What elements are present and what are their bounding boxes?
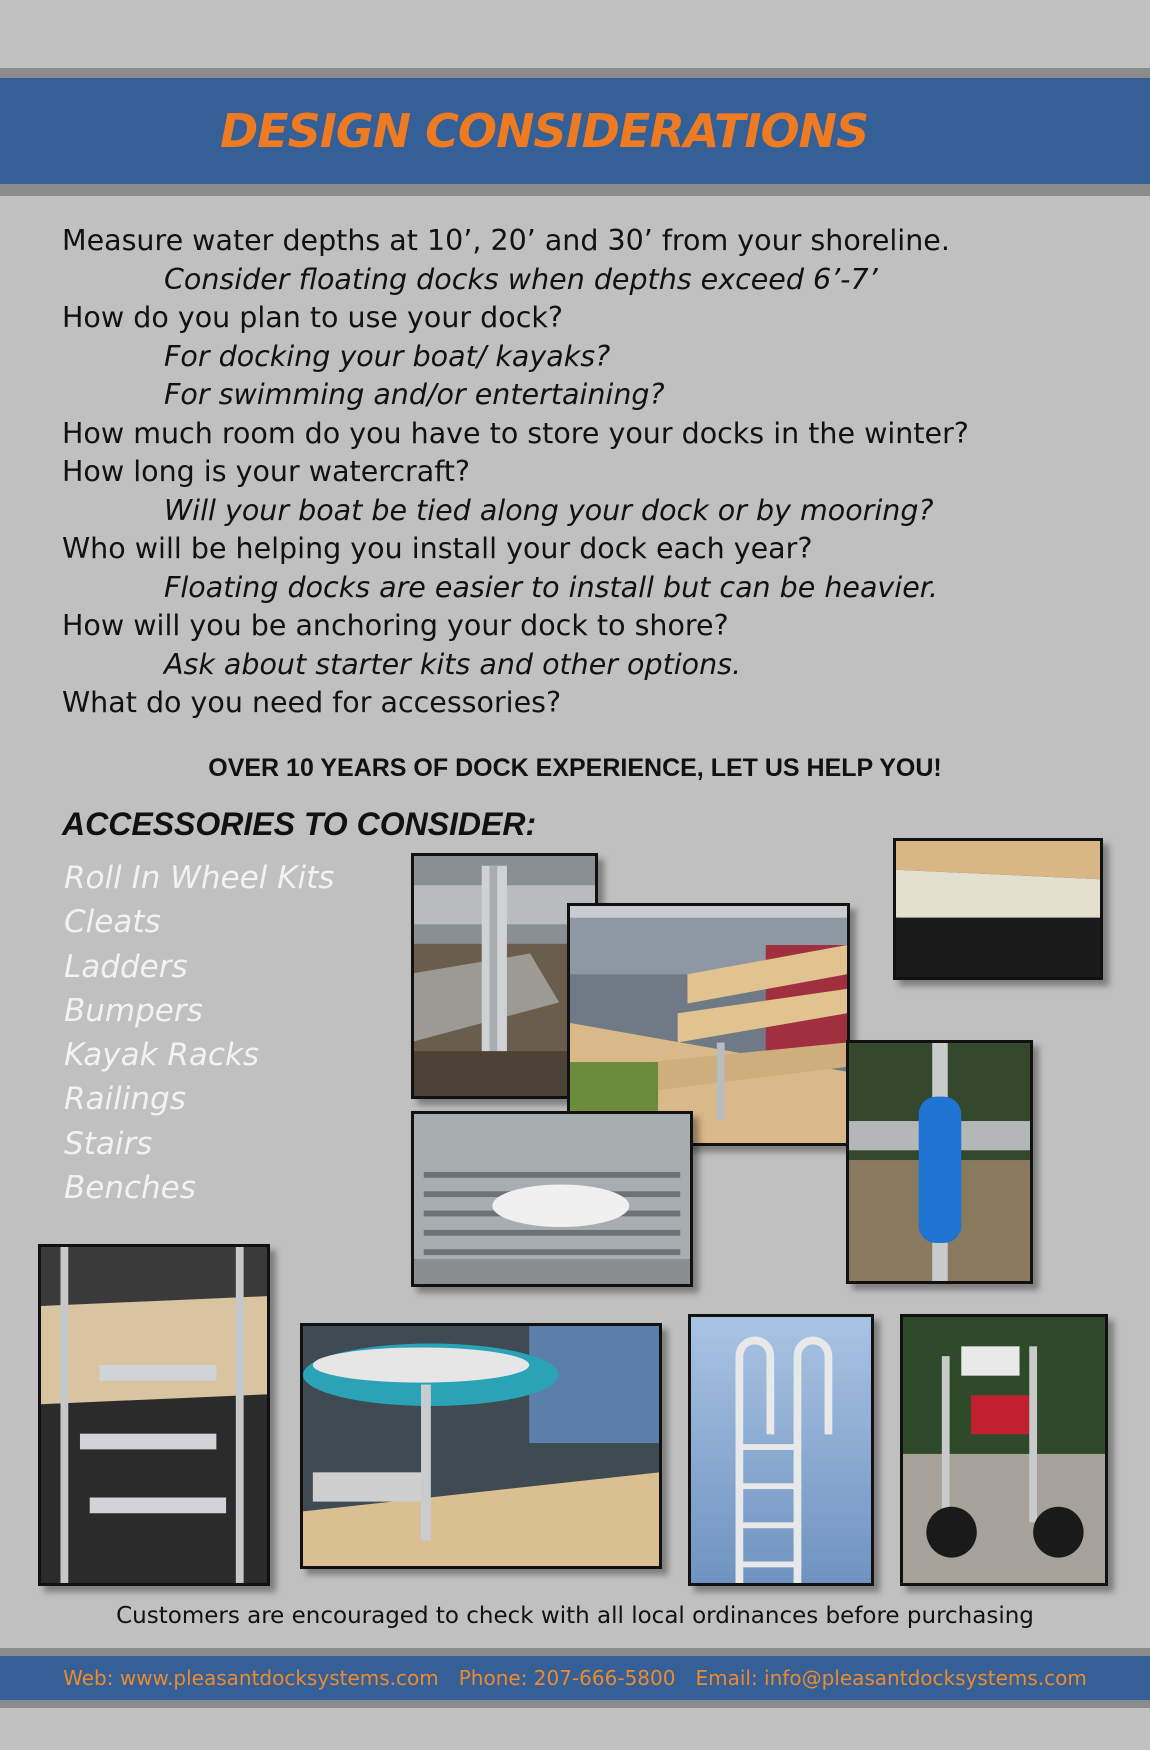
accessory-item: Roll In Wheel Kits <box>64 860 335 896</box>
footer-phone[interactable]: Phone: 207-666-5800 <box>458 1666 676 1690</box>
accessory-item: Railings <box>64 1081 186 1118</box>
question-note: Consider floating docks when depths exceed 6’-7’ <box>164 262 878 296</box>
footer-web[interactable]: Web: www.pleasantdocksystems.com <box>63 1666 439 1690</box>
accessory-item: Stairs <box>64 1125 153 1162</box>
question-line: Measure water depths at 10’, 20’ and 30’ from your shoreline. <box>62 224 950 257</box>
question-note: For docking your boat/ kayaks? <box>164 339 611 373</box>
photo-cleat <box>411 1111 693 1287</box>
question-note: Will your boat be tied along your dock or by mooring? <box>164 493 934 527</box>
disclaimer: Customers are encouraged to check with all local ordinances before purchasing <box>116 1603 1034 1629</box>
question-note: Floating docks are easier to install but can be heavier. <box>164 570 938 604</box>
footer-email[interactable]: Email: info@pleasantdocksystems.com <box>695 1666 1087 1690</box>
question-line: Who will be helping you install your dock each year? <box>62 532 813 565</box>
photo-stairs <box>38 1244 270 1586</box>
photo-bumper-edge <box>893 838 1103 980</box>
question-note: For swimming and/or entertaining? <box>164 378 665 411</box>
footer-band <box>0 1648 1150 1708</box>
header-bar <box>0 78 1150 184</box>
experience-tagline: OVER 10 YEARS OF DOCK EXPERIENCE, LET US HELP YOU! <box>208 754 942 782</box>
question-note: Ask about starter kits and other options. <box>164 647 742 681</box>
footer-bar <box>0 1656 1150 1700</box>
question-line: How much room do you have to store your docks in the winter? <box>62 416 969 450</box>
question-line: How long is your watercraft? <box>62 455 471 488</box>
page-title: DESIGN CONSIDERATIONS <box>220 104 869 158</box>
accessory-item: Benches <box>64 1170 196 1207</box>
photo-ladder <box>688 1314 874 1586</box>
question-line: How will you be anchoring your dock to shore? <box>62 609 729 642</box>
accessory-item: Cleats <box>64 904 161 941</box>
photo-wheel-kit <box>900 1314 1108 1586</box>
accessory-item: Kayak Racks <box>64 1037 260 1074</box>
questions-list <box>62 222 1122 723</box>
photo-bench <box>567 903 850 1146</box>
accessory-item: Ladders <box>64 948 188 985</box>
question-line: How do you plan to use your dock? <box>62 301 563 334</box>
accessory-item: Bumpers <box>64 992 203 1029</box>
photo-kayak-rack <box>300 1323 662 1569</box>
accessories-list <box>64 856 334 1210</box>
photo-blue-bumper <box>846 1040 1033 1284</box>
question-line: What do you need for accessories? <box>62 686 562 719</box>
header-band <box>0 68 1150 196</box>
accessories-heading: ACCESSORIES TO CONSIDER: <box>62 806 537 842</box>
